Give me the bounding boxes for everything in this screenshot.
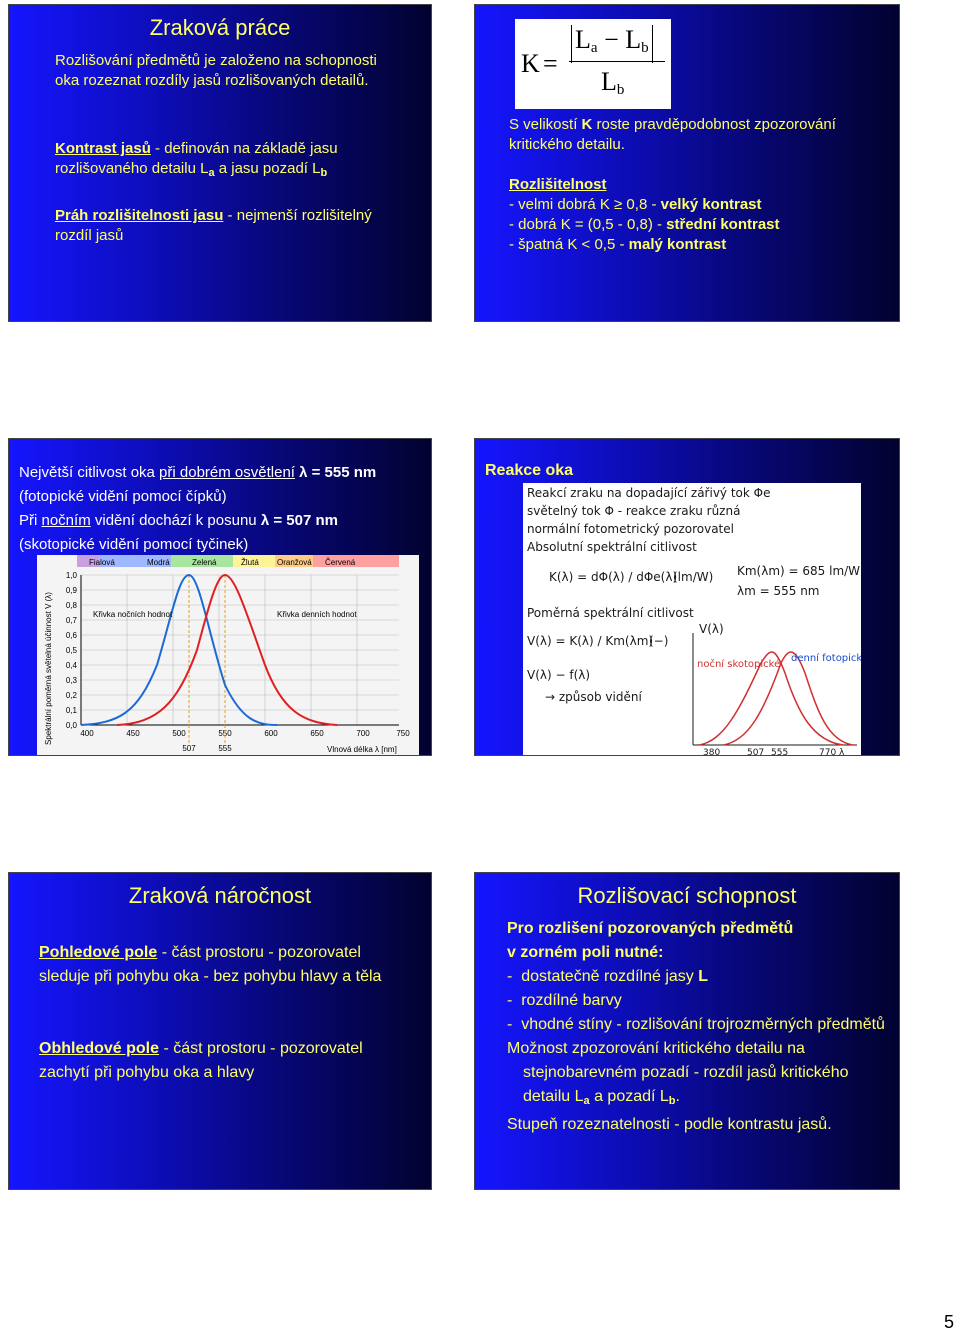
note: normální fotometrický pozorovatel bbox=[527, 522, 734, 536]
band-label: Červená bbox=[325, 558, 356, 567]
paragraph-prah bbox=[55, 206, 385, 246]
handwritten-notes bbox=[523, 483, 861, 756]
t: b bbox=[641, 40, 649, 56]
x-tick: 650 bbox=[310, 729, 324, 738]
y-tick: 0,7 bbox=[65, 616, 77, 625]
note: Poměrná spektrální citlivost bbox=[527, 606, 694, 620]
note: (−) bbox=[649, 634, 669, 648]
paragraph-stupen: Stupeň rozeznatelnosti - podle kontrastu jasů. bbox=[507, 1116, 832, 1133]
mark-507: 507 bbox=[182, 744, 196, 753]
paragraph-pohledove bbox=[39, 941, 399, 989]
y-tick: 0,9 bbox=[65, 586, 77, 595]
slide-rozlisovaci-schopnost bbox=[474, 872, 900, 1190]
handwritten-notes-svg bbox=[523, 483, 861, 756]
mark-555: 555 bbox=[218, 744, 232, 753]
t: velký kontrast bbox=[660, 196, 762, 213]
line-3 bbox=[19, 509, 429, 533]
x-tick: 700 bbox=[356, 729, 370, 738]
page-number: 5 bbox=[943, 1312, 954, 1332]
t: K bbox=[581, 116, 593, 133]
t: malý kontrast bbox=[628, 236, 727, 253]
note: Absolutní spektrální citlivost bbox=[527, 540, 697, 554]
t: . bbox=[675, 1088, 680, 1105]
sensitivity-text bbox=[19, 461, 429, 557]
slide-reakce-oka bbox=[474, 438, 900, 756]
term-rozlisitelnost: Rozlišitelnost bbox=[509, 176, 607, 193]
sensitivity-chart-svg bbox=[37, 555, 419, 756]
note: V(λ) = K(λ) / Km(λm) bbox=[527, 634, 654, 648]
tick-380: 380 bbox=[703, 748, 721, 756]
t: vhodné stíny - rozlišování trojrozměrných předmětů bbox=[521, 1016, 885, 1033]
t: roste pravděpodobnost zpozorování kritického detailu. bbox=[509, 116, 836, 153]
slide-title: Reakce oka bbox=[485, 462, 574, 479]
t: při dobrém osvětlení bbox=[159, 464, 295, 481]
contrast-formula bbox=[515, 19, 671, 109]
item-stiny: - vhodné stíny - rozlišování trojrozměrných předmětů bbox=[507, 1016, 885, 1033]
fraction-line bbox=[569, 61, 665, 62]
x-tick: 450 bbox=[126, 729, 140, 738]
paragraph-kontrast bbox=[55, 139, 395, 183]
x-tick: 500 bbox=[172, 729, 186, 738]
row-dobra bbox=[509, 215, 889, 235]
slide-kontrast-vzorec bbox=[474, 4, 900, 322]
t: střední kontrast bbox=[666, 216, 780, 233]
y-tick: 0,1 bbox=[65, 706, 77, 715]
t: L bbox=[601, 67, 617, 96]
item-jasy: - dostatečně rozdílné jasy L bbox=[507, 968, 708, 985]
band-label: Zelená bbox=[192, 558, 217, 567]
t: S velikostí bbox=[509, 116, 582, 133]
t: - špatná K < 0,5 - bbox=[509, 236, 629, 253]
note: λm = 555 nm bbox=[737, 584, 820, 598]
band-label: Modrá bbox=[147, 558, 170, 567]
band-label: Oranžová bbox=[277, 558, 312, 567]
term-obhledove-pole: Obhledové pole bbox=[39, 1040, 160, 1057]
sensitivity-chart bbox=[37, 555, 419, 756]
t: Možnost zpozorování kritického detailu na stejnobarevném pozadí - rozdíl jasů kritického detailu L bbox=[507, 1040, 849, 1105]
term-kontrast-jasu: Kontrast jasů bbox=[55, 140, 151, 157]
subscript-a: a bbox=[208, 167, 215, 179]
note-photopic: denní fotopické bbox=[791, 653, 861, 664]
note: → způsob vidění bbox=[545, 690, 642, 704]
note: (lm/W) bbox=[673, 570, 714, 584]
notes-text bbox=[527, 486, 860, 704]
text: a jasu pozadí L bbox=[214, 160, 321, 177]
night-label: Křivka nočních hodnot bbox=[93, 610, 173, 619]
x-tick: 600 bbox=[264, 729, 278, 738]
subscript-b: b bbox=[320, 167, 328, 179]
t: b bbox=[616, 82, 625, 98]
formula-k: K bbox=[521, 49, 540, 78]
term-pohledove-pole: Pohledové pole bbox=[39, 944, 158, 961]
slide-title: Zraková náročnost bbox=[128, 883, 312, 908]
line-2: (fotopické vidění pomocí čípků) bbox=[19, 488, 227, 505]
tick-770: 770 λ bbox=[819, 748, 845, 756]
item-barvy: - rozdílné barvy bbox=[507, 992, 622, 1009]
note: Reakcí zraku na dopadající zářivý tok Φe bbox=[527, 486, 771, 500]
slide-title: Zraková práce bbox=[149, 15, 291, 40]
y-tick: 0,0 bbox=[65, 721, 77, 730]
slide-citlivost-oka bbox=[8, 438, 432, 756]
t: - část prostoru - pozorovatel sleduje při pohybu oka - bez pohybu hlavy a těla bbox=[39, 944, 382, 985]
y-ticks bbox=[66, 571, 78, 730]
t: vidění dochází k posunu bbox=[90, 512, 261, 529]
paragraph-moznost bbox=[507, 1037, 887, 1113]
note: Km(λm) = 685 lm/W bbox=[737, 564, 861, 578]
paragraph-obhledove bbox=[39, 1037, 399, 1085]
t: Při bbox=[19, 512, 42, 529]
row-spatna bbox=[509, 235, 889, 255]
y-tick: 0,8 bbox=[65, 601, 77, 610]
note: světelný tok Φ - reakce zraku různá bbox=[527, 504, 741, 518]
t: − L bbox=[597, 25, 642, 54]
t: - dobrá K = (0,5 - 0,8) - bbox=[509, 216, 667, 233]
y-tick: 0,4 bbox=[65, 661, 77, 670]
tick-555: 555 bbox=[771, 748, 789, 756]
t: L bbox=[575, 25, 591, 54]
t: L bbox=[698, 968, 708, 985]
day-label: Křivka denních hodnot bbox=[277, 610, 357, 619]
text: - nejmenší rozlišitelný rozdíl jasů bbox=[55, 207, 372, 244]
line-4: (skotopické vidění pomocí tyčinek) bbox=[19, 536, 249, 553]
text: - definován na základě jasu rozlišovaného detailu L bbox=[55, 140, 338, 177]
row-velmi-dobra bbox=[509, 195, 889, 215]
formula-numerator bbox=[571, 25, 653, 63]
t: a bbox=[590, 40, 598, 56]
paragraph-rozlisovani: Rozlišování předmětů je založeno na schopnosti oka rozeznat rozdíly jasů rozlišovaných detailů. bbox=[55, 52, 377, 89]
note: K(λ) = dΦ(λ) / dΦe(λ) bbox=[549, 570, 678, 584]
subscript-a: a bbox=[583, 1095, 590, 1107]
t: λ = 507 nm bbox=[260, 512, 338, 529]
t: - velmi dobrá K ≥ 0,8 - bbox=[509, 196, 661, 213]
note-scotopic: noční skotopické bbox=[697, 659, 781, 670]
y-tick: 0,6 bbox=[65, 631, 77, 640]
slide-title: Rozlišovací schopnost bbox=[577, 883, 797, 908]
x-axis-label: Vlnová délka λ [nm] bbox=[327, 745, 397, 754]
band-label: Fialová bbox=[89, 558, 115, 567]
tick-507: 507 bbox=[747, 748, 765, 756]
y-tick: 1,0 bbox=[65, 571, 77, 580]
t: Největší citlivost oka bbox=[19, 464, 160, 481]
x-tick: 750 bbox=[396, 729, 410, 738]
y-tick: 0,3 bbox=[65, 676, 77, 685]
term-prah: Práh rozlišitelnosti jasu bbox=[55, 207, 224, 224]
subscript-b: b bbox=[668, 1095, 676, 1107]
requirements-text bbox=[507, 917, 887, 1137]
x-tick: 550 bbox=[218, 729, 232, 738]
slide-zrakova-narocnost bbox=[8, 872, 432, 1190]
paragraph-velikost-k bbox=[509, 115, 869, 155]
t: λ = 555 nm bbox=[294, 464, 377, 481]
t: a pozadí L bbox=[589, 1088, 669, 1105]
y-tick: 0,5 bbox=[65, 646, 77, 655]
note: V(λ) − f(λ) bbox=[527, 668, 591, 682]
t: nočním bbox=[41, 512, 91, 529]
t: - část prostoru - pozorovatel zachytí při pohybu oka a hlavy bbox=[39, 1040, 363, 1081]
t: dostatečně rozdílné jasy bbox=[521, 968, 699, 985]
rozlisitelnost-list bbox=[509, 175, 889, 255]
note: V(λ) bbox=[699, 622, 724, 636]
formula-denominator bbox=[601, 67, 624, 99]
y-axis-label: Spektrální poměrná světelná účinnost V (λ) bbox=[44, 592, 53, 745]
t: rozdílné barvy bbox=[521, 992, 622, 1009]
x-tick: 400 bbox=[80, 729, 94, 738]
line: v zorném poli nutné: bbox=[507, 944, 664, 961]
band-label: Žlutá bbox=[241, 558, 259, 567]
line-1 bbox=[19, 461, 429, 485]
y-tick: 0,2 bbox=[65, 691, 77, 700]
formula-eq: = bbox=[543, 49, 558, 78]
slide-zrakova-prace bbox=[8, 4, 432, 322]
line: Pro rozlišení pozorovaných předmětů bbox=[507, 920, 794, 937]
